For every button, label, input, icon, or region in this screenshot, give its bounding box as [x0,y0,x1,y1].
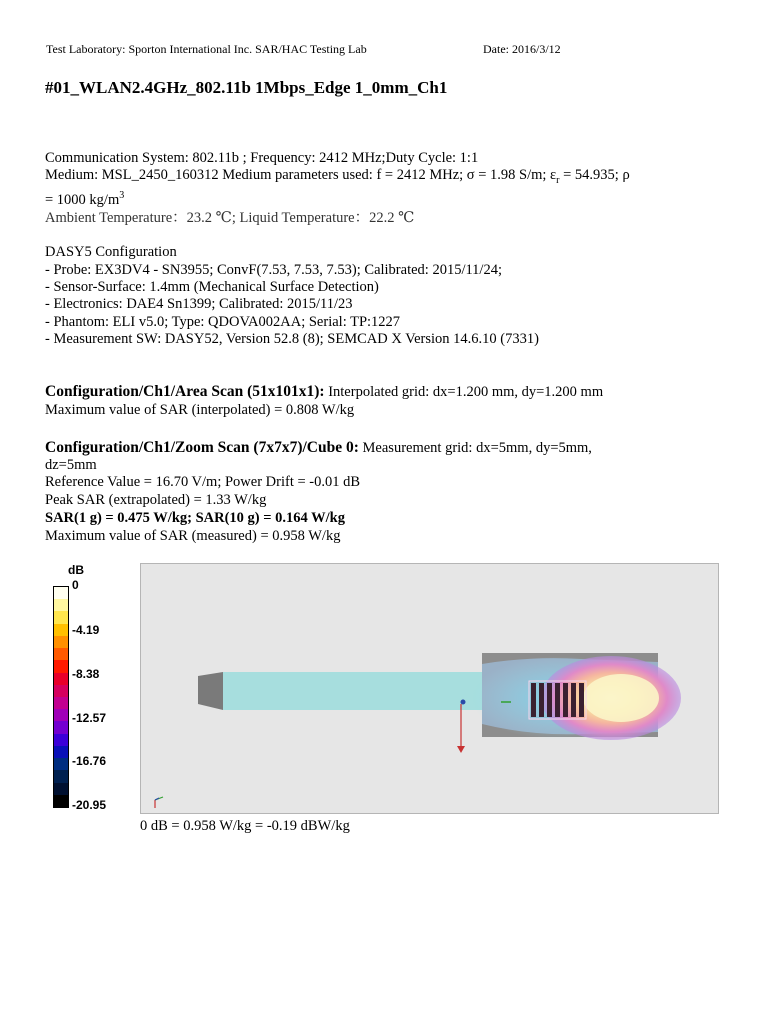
colorbar-tick: -4.19 [72,623,100,637]
communication-system: Communication System: 802.11b ; Frequency: 2412 MHz;Duty Cycle: 1:1 [45,150,479,166]
colorbar-swatch [54,734,68,746]
report-date: Date: 2016/3/12 [483,42,561,56]
colorbar-swatch [54,758,68,770]
area-scan-heading: Configuration/Ch1/Area Scan (51x101x1): [45,383,325,400]
colorbar-swatch [54,709,68,721]
colorbar-tick: -16.76 [72,754,107,768]
axis-triad-icon [155,797,163,808]
db-reference-caption: 0 dB = 0.958 W/kg = -0.19 dBW/kg [140,818,350,834]
reference-value: Reference Value = 16.70 V/m; Power Drift = -0.01 dB [45,474,361,490]
colorbar-unit: dB [68,563,84,577]
medium-line-2: = 1000 $kg/m^3$ [45,190,125,208]
colorbar-swatch [54,611,68,623]
medium-line-1: Medium: MSL_2450_160312 Medium parameters used: f = 2412 MHz; σ = 1.98 S/m; $\varepsilon_r = 54.935$; ρ [45,167,630,186]
colorbar-swatch [54,795,68,807]
dasy-item: - Sensor-Surface: 1.4mm (Mechanical Surface Detection) [45,279,379,295]
colorbar-swatch [54,721,68,733]
colorbar-tick: 0 [72,578,79,592]
sar-plot-graphic [141,564,718,813]
probe-point [461,700,466,705]
sar-result: SAR(1 g) = 0.475 W/kg; SAR(10 g) = 0.164 W/kg [45,510,345,526]
page-title: #01_WLAN2.4GHz_802.11b 1Mbps_Edge 1_0mm_Ch1 [45,78,448,97]
sar-max-measured: Maximum value of SAR (measured) = 0.958 W/kg [45,528,341,544]
colorbar-tick: -8.38 [72,667,100,681]
zoom-scan-heading: Configuration/Ch1/Zoom Scan (7x7x7)/Cube 0: [45,439,359,456]
dasy-heading: DASY5 Configuration [45,244,177,260]
device-end-face [198,672,223,710]
zoom-scan-grid-dz: dz=5mm [45,457,97,473]
colorbar-swatch [54,783,68,795]
colorbar-swatch [54,770,68,782]
dasy-item: - Probe: EX3DV4 - SN3955; ConvF(7.53, 7.53, 7.53); Calibrated: 2015/11/24; [45,262,502,278]
device-body [223,672,483,710]
dasy-item: - Measurement SW: DASY52, Version 52.8 (8); SEMCAD X Version 14.6.10 (7331) [45,331,539,347]
colorbar-swatch [54,673,68,685]
colorbar-swatch [54,685,68,697]
lab-name: Test Laboratory: Sporton International Inc. SAR/HAC Testing Lab [46,42,367,56]
colorbar-swatch [54,636,68,648]
colorbar-swatch [54,648,68,660]
peak-sar: Peak SAR (extrapolated) = 1.33 W/kg [45,492,267,508]
dasy-item: - Electronics: DAE4 Sn1399; Calibrated: 2015/11/23 [45,296,353,312]
colorbar-gradient [53,586,69,808]
colorbar-tick: -12.57 [72,711,107,725]
area-scan-line: Configuration/Ch1/Area Scan (51x101x1): Interpolated grid: dx=1.200 mm, dy=1.200 mm [45,383,604,400]
colorbar-swatch [54,746,68,758]
dasy-item: - Phantom: ELI v5.0; Type: QDOVA002AA; Serial: TP:1227 [45,314,401,330]
colorbar-swatch [54,624,68,636]
temperature: Ambient Temperature：23.2 ℃; Liquid Temperature：22.2 ℃ [45,210,415,226]
colorbar-swatch [54,697,68,709]
colorbar-tick: -20.95 [72,798,107,812]
sar-3d-plot [140,563,719,814]
colorbar-swatch [54,599,68,611]
area-scan-max: Maximum value of SAR (interpolated) = 0.808 W/kg [45,402,355,418]
colorbar-swatch [54,587,68,599]
colorbar-swatch [54,660,68,672]
zoom-scan-line: Configuration/Ch1/Zoom Scan (7x7x7)/Cube 0: Measurement grid: dx=5mm, dy=5mm, [45,439,592,456]
